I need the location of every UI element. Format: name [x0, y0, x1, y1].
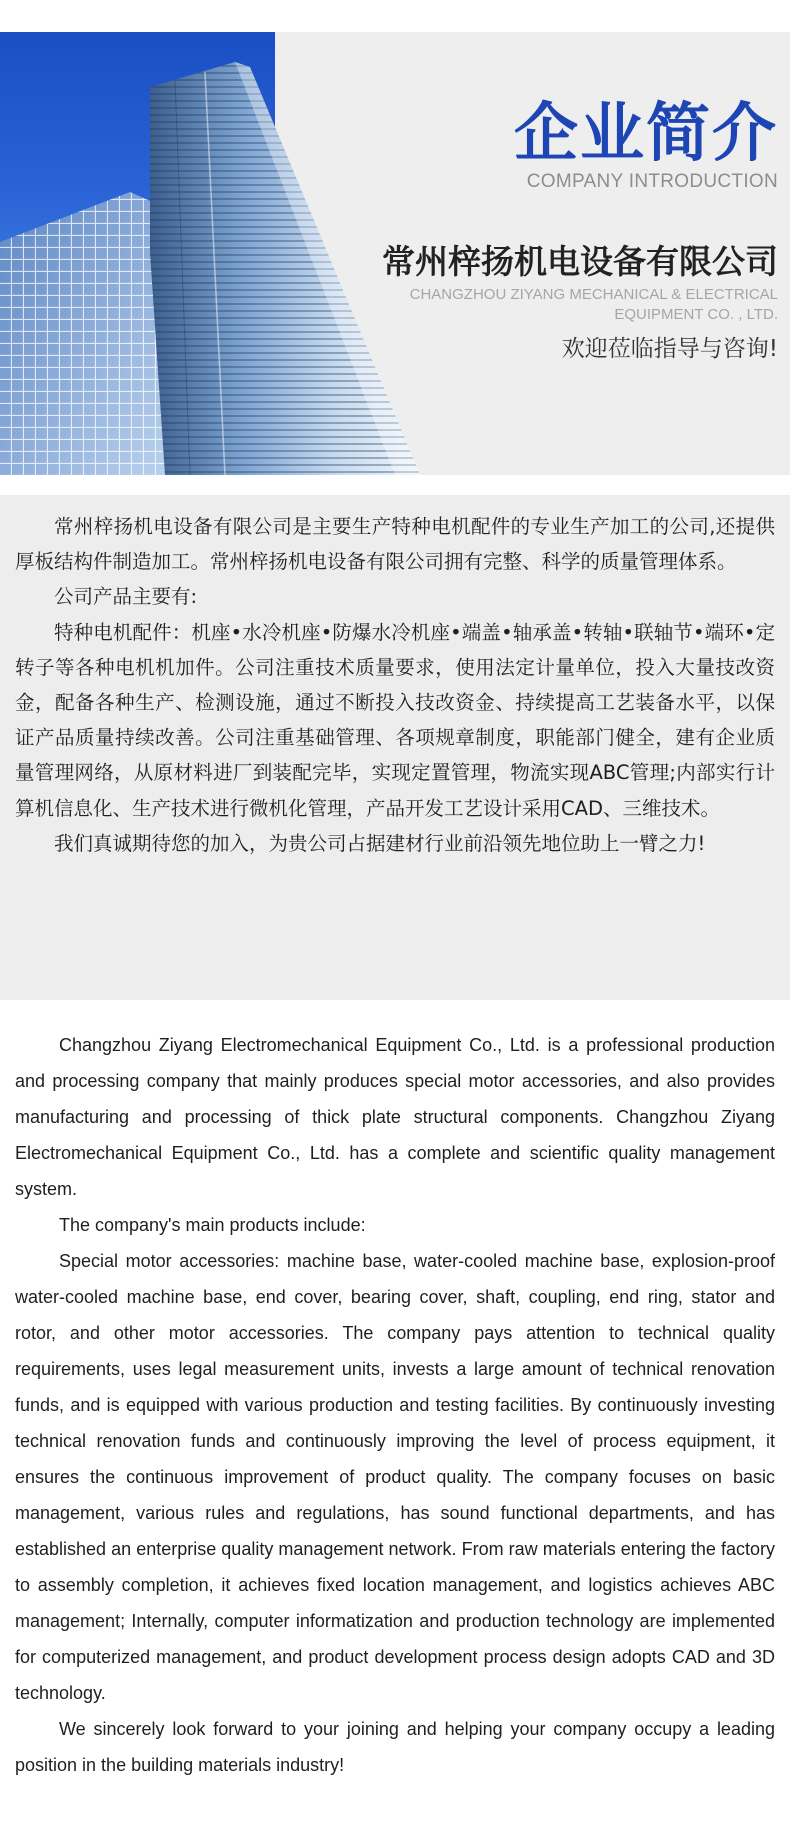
intro-chinese-section — [0, 495, 790, 1000]
intro-english-section — [0, 1027, 790, 1807]
cn-paragraph: 常州梓扬机电设备有限公司是主要生产特种电机配件的专业生产加工的公司,还提供厚板结构件制造加工。常州梓扬机电设备有限公司拥有完整、科学的质量管理体系。 — [15, 515, 775, 574]
welcome-text: 欢迎莅临指导与咨询! — [561, 336, 778, 362]
intro-english-text — [15, 1027, 775, 1783]
page-subtitle: COMPANY INTRODUCTION — [526, 171, 778, 192]
cn-paragraph: 我们真诚期待您的加入，为贵公司占据建材行业前沿领先地位助上一臂之力! — [54, 831, 706, 855]
company-name-en: CHANGZHOU ZIYANG MECHANICAL & ELECTRICAL EQUIPMENT CO. , LTD. — [409, 286, 778, 323]
hero-banner — [0, 32, 790, 475]
en-paragraph: The company's main products include: — [59, 1215, 366, 1235]
cn-paragraph: 公司产品主要有: — [54, 585, 198, 609]
intro-chinese-text — [15, 509, 775, 861]
cn-paragraph: 特种电机配件：机座•水冷机座•防爆水冷机座•端盖•轴承盖•转轴•联轴节•端环•定转子等各种电机机加件。公司注重技术质量要求，使用法定计量单位，投入大量技改资金，配备各种生产、检测设施，通过不断投入技改资金、持续提高工艺装备水平，以保证产品质量持续改善。公司注重基础管理、各项规章制度，职能部门健全，建有企业质量管理网络，从原材料进厂到装配完毕，实现定置管理，物流实现ABC管理;内部实行计算机信息化、生产技术进行微机化管理，产品开发工艺设计采用CAD、三维技术。 — [15, 620, 775, 820]
en-paragraph: We sincerely look forward to your joining and helping your company occupy a leading position in the building materials industry! — [15, 1719, 775, 1775]
en-paragraph: Special motor accessories: machine base, water-cooled machine base, explosion-proof water-cooled machine base, end cover, bearing cover, shaft, coupling, end ring, stator and rotor, and other motor accessories. The company pays attention to technical quality requirements, uses legal measurement units, invests a large amount of technical renovation funds, and is equipped with various production and testing facilities. By continuously investing technical renovation funds and continuously improving the level of process equipment, it ensures the continuous improvement of product quality. The company focuses on basic management, various rules and regulations, has sound functional departments, and has established an enterprise quality management network. From raw materials entering the factory to assembly completion, it achieves fixed location management, and logistics achieves ABC management; Internally, computer informatization and production technology are implemented for computerized management, and product development process design adopts CAD and 3D technology. — [15, 1251, 775, 1703]
en-paragraph: Changzhou Ziyang Electromechanical Equipment Co., Ltd. is a professional production and processing company that mainly produces special motor accessories, and also provides manufacturing and processing of thick plate structural components. Changzhou Ziyang Electromechanical Equipment Co., Ltd. has a complete and scientific quality management system. — [15, 1035, 775, 1199]
page-title: 企业简介 — [514, 97, 778, 171]
company-name: 常州梓扬机电设备有限公司 — [382, 242, 778, 281]
